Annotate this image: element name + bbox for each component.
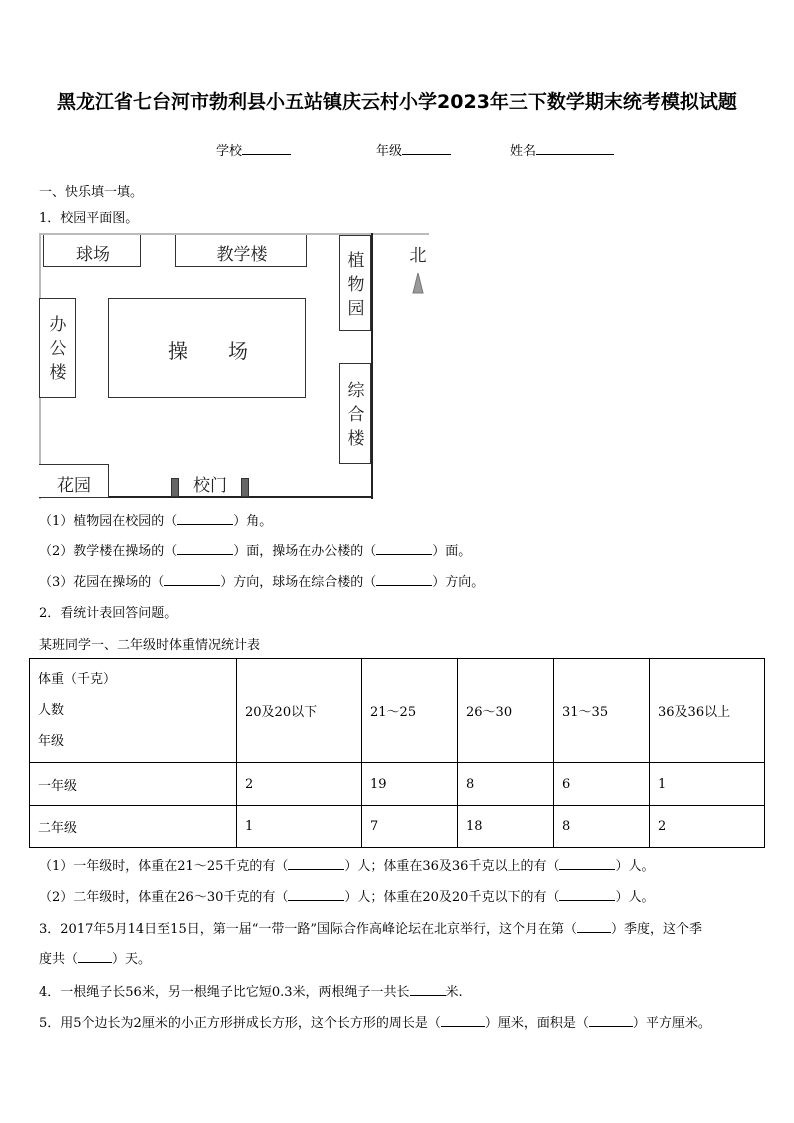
teaching-building-box <box>175 235 307 267</box>
garden-label: 花园 <box>57 476 91 496</box>
table-cell: 18 <box>458 806 554 848</box>
table-cell: 19 <box>362 763 458 806</box>
q5: 5．用5个边长为2厘米的小正方形拼成长方形，这个长方形的周长是（ ）厘米，面积是（ ）平方厘米。 <box>39 1016 711 1031</box>
column-header: 31～35 <box>554 659 650 763</box>
column-header: 26～30 <box>458 659 554 763</box>
teaching-building-label: 教学楼 <box>216 245 268 265</box>
gate-label: 校门 <box>193 476 227 496</box>
table-diagonal-header: 体重（千克） 人数 年级 <box>30 659 237 763</box>
q2-sub1: （1）一年级时，体重在21～25千克的有（ ）人；体重在36及36千克以上的有（ ）人。 <box>39 859 655 874</box>
table-cell: 2 <box>650 806 765 848</box>
table-row <box>30 763 765 806</box>
table-header-row <box>30 659 765 763</box>
garden-box <box>39 464 109 498</box>
office-building-box <box>39 298 76 398</box>
q2-sub2-blank2[interactable] <box>559 888 615 901</box>
grade-field <box>376 140 451 159</box>
school-blank[interactable] <box>242 141 291 155</box>
gate-post-left <box>171 478 179 497</box>
ballcourt-label: 球场 <box>76 245 110 265</box>
column-header: 21～25 <box>362 659 458 763</box>
q3-line2: 度共（ ）天。 <box>39 952 152 967</box>
q2-title: 2．看统计表回答问题。 <box>39 606 178 621</box>
q1-sub2-blank1[interactable] <box>177 542 233 555</box>
q2-sub2: （2）二年级时，体重在26～30千克的有（ ）人；体重在20及20千克以下的有（ ）人。 <box>39 890 655 905</box>
gate-post-right <box>241 478 249 497</box>
q1-sub3: （3）花园在操场的（ ）方向，球场在综合楼的（ ）方向。 <box>39 575 485 590</box>
table-cell: 7 <box>362 806 458 848</box>
q1-sub2-blank2[interactable] <box>376 542 432 555</box>
q4-blank[interactable] <box>410 983 446 996</box>
north-label: 北 <box>409 246 427 266</box>
q1-sub1-blank[interactable] <box>177 512 233 525</box>
q3-line1: 3．2017年5月14日至15日，第一届“一带一路”国际合作高峰论坛在北京举行，这个月在第（ ）季度，这个季 <box>39 922 703 937</box>
q1-sub3-blank1[interactable] <box>164 573 220 586</box>
complex-building-box <box>339 363 371 464</box>
name-label: 姓名 <box>510 144 537 159</box>
section-heading: 一、快乐填一填。 <box>39 185 144 200</box>
q3-blank2[interactable] <box>78 950 112 963</box>
office-building-label: 办 公 楼 <box>49 315 67 383</box>
botanical-garden-label: 植 物 园 <box>347 251 365 319</box>
north-arrow-icon <box>411 271 425 295</box>
q2-sub2-blank1[interactable] <box>288 888 344 901</box>
ballcourt-box <box>43 235 141 267</box>
school-label: 学校 <box>216 144 243 159</box>
q5-blank2[interactable] <box>589 1014 633 1027</box>
weight-stats-table <box>29 658 765 848</box>
column-header: 36及36以上 <box>650 659 765 763</box>
map-right-border <box>371 233 373 499</box>
q1-sub1: （1）植物园在校园的（ ）角。 <box>39 514 273 529</box>
complex-building-label: 综 合 楼 <box>347 381 365 449</box>
table-cell: 1 <box>237 806 362 848</box>
table-cell: 8 <box>554 806 650 848</box>
q3-blank1[interactable] <box>577 920 611 933</box>
q5-blank1[interactable] <box>441 1014 485 1027</box>
grade-blank[interactable] <box>402 141 451 155</box>
q1-title: 1．校园平面图。 <box>39 211 139 226</box>
table-cell: 8 <box>458 763 554 806</box>
page-title: 黑龙江省七台河市勃利县小五站镇庆云村小学2023年三下数学期末统考模拟试题 <box>57 91 737 113</box>
name-blank[interactable] <box>536 141 614 155</box>
q1-sub2: （2）教学楼在操场的（ ）面，操场在办公楼的（ ）面。 <box>39 544 472 559</box>
column-header: 20及20以下 <box>237 659 362 763</box>
table-cell: 2 <box>237 763 362 806</box>
q4: 4．一根绳子长56米，另一根绳子比它短0.3米，两根绳子一共长 米. <box>39 985 463 1000</box>
table-cell: 1 <box>650 763 765 806</box>
school-field <box>216 140 291 159</box>
row-label: 一年级 <box>30 763 237 806</box>
grade-label: 年级 <box>376 144 403 159</box>
q2-sub1-blank1[interactable] <box>288 857 344 870</box>
playground-box <box>108 298 306 398</box>
table-caption: 某班同学一、二年级时体重情况统计表 <box>39 638 261 653</box>
playground-label: 操 场 <box>168 339 248 363</box>
q1-sub3-blank2[interactable] <box>376 573 432 586</box>
campus-map <box>39 231 439 503</box>
row-label: 二年级 <box>30 806 237 848</box>
table-row <box>30 806 765 848</box>
botanical-garden-box <box>339 235 371 331</box>
name-field <box>510 140 614 159</box>
table-cell: 6 <box>554 763 650 806</box>
q2-sub1-blank2[interactable] <box>559 857 615 870</box>
